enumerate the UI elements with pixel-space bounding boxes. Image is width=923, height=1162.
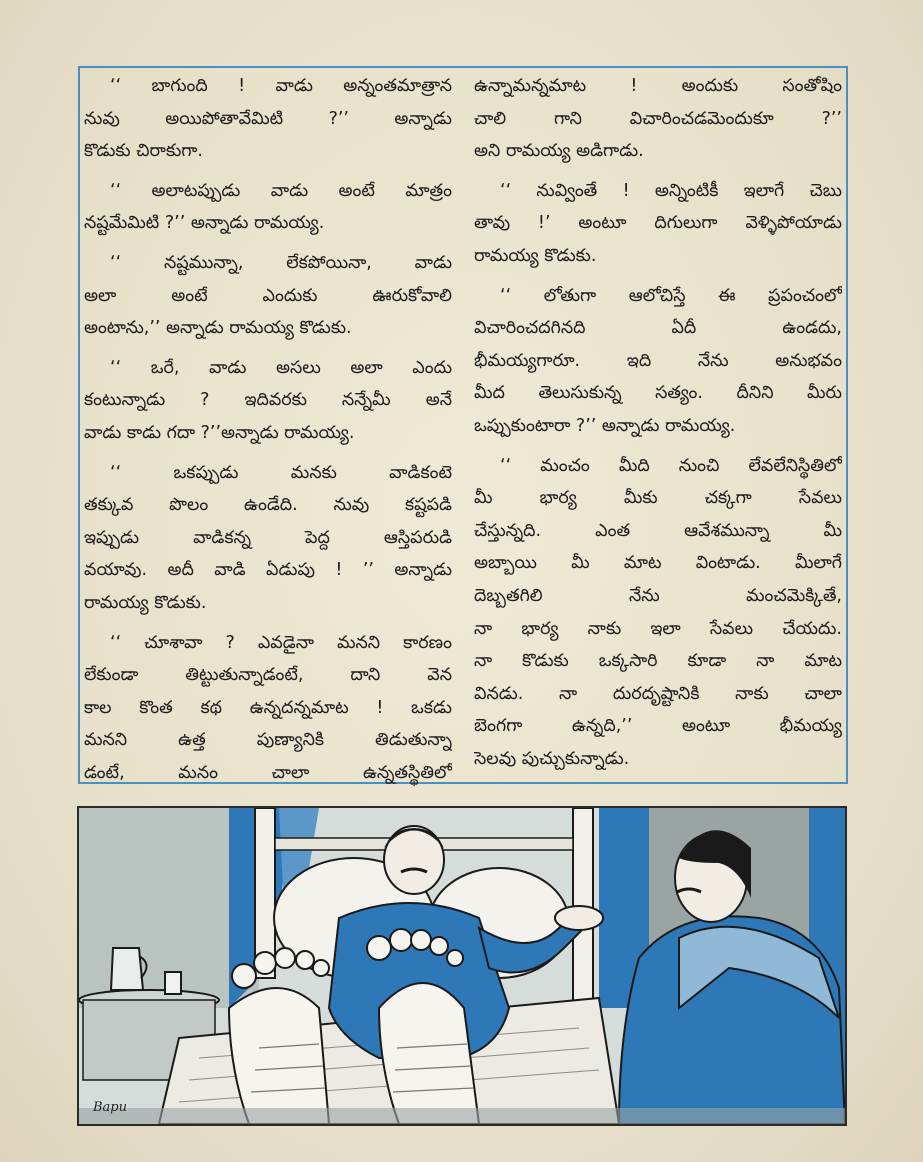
text-line: నా భార్య నాకు ఇలా సేవలు చేయదు. [474, 618, 842, 639]
text-line: ఇప్పుడు వాడికన్న పెద్ద ఆస్తిపరుడి [84, 527, 452, 548]
text-line: నష్టమేమిటి ?’’ అన్నాడు రామయ్య. [84, 213, 325, 234]
text-line: లేకుండా తిట్టుతున్నాడంటే, దాని వెన [84, 665, 452, 686]
text-line: బెంగగా ఉన్నది,’’ అంటూ భీమయ్య [474, 716, 842, 737]
artist-signature: Bapu [93, 1100, 127, 1115]
text-line: ‘‘ అలాటప్పుడు వాడు అంటే మాత్రం [110, 180, 452, 201]
text-line: ఉన్నామన్నమాట ! అందుకు సంతోషిం [474, 76, 842, 96]
paragraph-gap [84, 168, 452, 175]
text-line: అలా అంటే ఎందుకు ఊరుకోవాలి [84, 285, 452, 306]
text-line: అంటాను,’’ అన్నాడు రామయ్య కొడుకు. [84, 318, 352, 339]
text-line: అబ్బాయి మీ మాట వింటాడు. మీలాగే [474, 553, 842, 574]
illustration-drawing [79, 808, 845, 1124]
text-line: మీ భార్య మీకు చక్కగా సేవలు [474, 488, 842, 509]
text-line: కాల కొంత కథ ఉన్నదన్నమాట ! ఒకడు [84, 697, 452, 718]
text-line: తావు !’ అంటూ దిగులుగా వెళ్ళిపోయాడు [474, 213, 842, 234]
text-line: ‘‘ లోతుగా ఆలోచిస్తే ఈ ప్రపంచంలో [500, 285, 842, 306]
text-line: సెలవు పుచ్చుకున్నాడు. [474, 748, 630, 769]
text-line: అని రామయ్య అడిగాడు. [474, 141, 644, 162]
paragraph-gap [474, 443, 842, 450]
text-line: ‘‘ చూశావా ? ఎవడైనా మనని కారణం [110, 632, 452, 653]
right-text-column [474, 70, 842, 775]
story-illustration [77, 806, 847, 1126]
text-line: నా కొడుకు ఒక్కసారి కూడా నా మాట [474, 651, 842, 672]
text-line: ఒప్పుకుంటారా ?’’ అన్నాడు రామయ్య. [474, 415, 736, 436]
text-line: నువు అయిపోతావేమిటి ?’’ అన్నాడు [84, 108, 452, 129]
paragraph-gap [474, 273, 842, 280]
text-line: తక్కువ పొలం ఉండేది. నువు కష్టపడి [84, 495, 452, 516]
text-line: వాడు కాడు గదా ?’’అన్నాడు రామయ్య. [84, 422, 355, 443]
text-line: చాలి గాని విచారించడమెందుకూ ?’’ [474, 108, 842, 129]
text-line: దెబ్బతగిలి నేను మంచమెక్కితే, [474, 585, 842, 606]
left-text-column [84, 70, 452, 789]
text-line: ‘‘ నష్టమున్నా, లేకపోయినా, వాడు [110, 252, 452, 273]
paragraph-gap [84, 240, 452, 247]
text-line: చేస్తున్నది. ఎంత ఆవేశమున్నా మీ [474, 520, 842, 541]
text-line: ‘‘ మంచం మీది నుంచి లేవలేనిస్థితిలో [500, 455, 842, 476]
text-line: కొడుకు చిరాకుగా. [84, 141, 203, 162]
text-line: భీమయ్యగారూ. ఇది నేను అనుభవం [474, 350, 842, 371]
text-line: మీద తెలుసుకున్న సత్యం. దీనిని మీరు [474, 383, 842, 404]
paragraph-gap [84, 450, 452, 457]
text-line: విచారించదగినది ఏదీ ఉండదు, [474, 318, 842, 339]
text-line: మనని ఉత్త పుణ్యానికి తిడుతున్నా [84, 730, 452, 751]
text-line: కంటున్నాడు ? ఇదివరకు నన్నేమీ అనే [84, 390, 452, 411]
text-line: డంటే, మనం చాలా ఉన్నతస్థితిలో [84, 762, 452, 783]
text-line: రామయ్య కొడుకు. [474, 245, 597, 266]
text-line: వయావు. అదీ వాడి ఏడుపు ! ’’ అన్నాడు [84, 560, 452, 581]
paragraph-gap [84, 620, 452, 627]
paragraph-gap [84, 345, 452, 352]
text-line: ‘‘ బాగుంది ! వాడు అన్నంతమాత్రాన [110, 76, 452, 96]
text-line: వినడు. నా దురదృష్టానికి నాకు చాలా [474, 683, 842, 704]
paragraph-gap [474, 168, 842, 175]
text-line: ‘‘ నువ్వింతే ! అన్నింటికీ ఇలాగే చెబు [500, 180, 842, 201]
text-line: ‘‘ ఒకప్పుడు మనకు వాడికంటె [110, 462, 452, 483]
text-line: ‘‘ ఒరే, వాడు అసలు అలా ఎందు [110, 357, 452, 378]
text-line: రామయ్య కొడుకు. [84, 592, 207, 613]
